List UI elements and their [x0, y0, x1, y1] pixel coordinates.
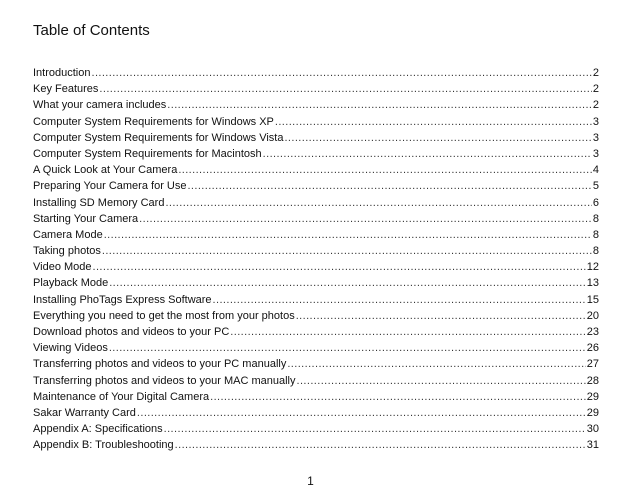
toc-entry-page: 15: [586, 293, 599, 306]
toc-entry-page: 8: [592, 228, 599, 241]
toc-dot-leader: [284, 130, 591, 146]
toc-entry: [33, 227, 599, 243]
toc-entry-label: Appendix B: Troubleshooting: [33, 439, 174, 452]
toc-entry: [33, 340, 599, 356]
toc-entry-label: Computer System Requirements for Windows XP: [33, 115, 274, 128]
toc-entry: [33, 437, 599, 453]
toc-entry: [33, 130, 599, 146]
toc-entry: [33, 162, 599, 178]
toc-entry-label: Installing PhoTags Express Software: [33, 293, 212, 306]
toc-entry-label: Transferring photos and videos to your MAC manually: [33, 374, 296, 387]
toc-entry: [33, 405, 599, 421]
toc-dot-leader: [230, 324, 585, 340]
toc-dot-leader: [213, 292, 586, 308]
toc-entry-page: 5: [592, 180, 599, 193]
toc-dot-leader: [93, 259, 586, 275]
toc-dot-leader: [175, 437, 586, 453]
toc-entry-label: Preparing Your Camera for Use: [33, 180, 187, 193]
page-title: Table of Contents: [33, 22, 150, 39]
toc-entry-label: Maintenance of Your Digital Camera: [33, 390, 210, 403]
toc-entry-label: Transferring photos and videos to your PC manually: [33, 358, 287, 371]
toc-entry-page: 23: [586, 326, 599, 338]
toc-dot-leader: [178, 162, 592, 178]
toc-entry-label: Computer System Requirements for Macintosh: [33, 147, 262, 160]
toc-dot-leader: [102, 243, 592, 259]
toc-entry-page: 8: [592, 212, 599, 225]
toc-entry-label: What your camera includes: [33, 99, 167, 112]
toc-entry-label: Sakar Warranty Card: [33, 406, 136, 419]
toc-entry: [33, 146, 599, 162]
toc-entry-page: 2: [592, 99, 599, 112]
toc-entry-label: Key Features: [33, 83, 99, 96]
toc-entry-label: A Quick Look at Your Camera: [33, 164, 178, 177]
page-number: 1: [307, 474, 314, 488]
toc-dot-leader: [165, 195, 591, 211]
toc-entry-page: 4: [592, 164, 599, 177]
toc-entry-page: 29: [586, 406, 599, 419]
toc-entry-label: Starting Your Camera: [33, 212, 139, 225]
toc-entry-page: 28: [586, 374, 599, 387]
toc-dot-leader: [275, 114, 592, 130]
toc-dot-leader: [137, 405, 586, 421]
toc-entry-label: Introduction: [33, 67, 91, 79]
toc-dot-leader: [109, 275, 586, 291]
toc-entry-label: Playback Mode: [33, 277, 109, 290]
toc-dot-leader: [91, 65, 591, 81]
toc-dot-leader: [104, 227, 592, 243]
toc-dot-leader: [263, 146, 592, 162]
toc-entry-page: 13: [586, 277, 599, 290]
toc-dot-leader: [167, 97, 592, 113]
toc-entry-page: 12: [586, 261, 599, 274]
toc-entry-label: Video Mode: [33, 261, 92, 274]
toc-dot-leader: [187, 178, 591, 194]
toc-entry: [33, 292, 599, 308]
toc-entry: [33, 421, 599, 437]
toc-dot-leader: [139, 211, 592, 227]
toc-dot-leader: [164, 421, 586, 437]
toc-entry-page: 26: [586, 342, 599, 355]
toc-entry-page: 27: [586, 358, 599, 371]
toc-entry-page: 30: [586, 423, 599, 436]
toc-entry-label: Download photos and videos to your PC: [33, 326, 230, 338]
toc-entry-label: Computer System Requirements for Windows Vista: [33, 131, 284, 144]
toc-dot-leader: [109, 340, 586, 356]
toc-entry: [33, 97, 599, 113]
toc-entry-label: Taking photos: [33, 245, 101, 258]
toc-entry-page: 8: [592, 245, 599, 258]
toc-entry: [33, 389, 599, 405]
toc-dot-leader: [287, 356, 585, 372]
toc-dot-leader: [296, 308, 586, 324]
toc-entry: [33, 324, 599, 340]
toc-entry: [33, 178, 599, 194]
toc-entry: [33, 356, 599, 372]
toc-entry: [33, 114, 599, 130]
toc-entry: [33, 308, 599, 324]
toc-entry: [33, 65, 599, 81]
toc-entry-page: 20: [586, 309, 599, 322]
toc-entry-page: 6: [592, 196, 599, 209]
toc-entry: [33, 211, 599, 227]
toc-entry-page: 31: [586, 439, 599, 452]
toc-dot-leader: [210, 389, 586, 405]
toc-entry-label: Viewing Videos: [33, 342, 108, 355]
toc-entry-page: 2: [592, 83, 599, 96]
toc-entry: [33, 275, 599, 291]
toc-entry: [33, 195, 599, 211]
toc-entry-label: Installing SD Memory Card: [33, 196, 165, 209]
table-of-contents: [33, 65, 599, 454]
toc-entry-page: 3: [592, 147, 599, 160]
toc-entry: [33, 373, 599, 389]
toc-entry: [33, 243, 599, 259]
toc-entry-page: 3: [592, 115, 599, 128]
toc-dot-leader: [99, 81, 591, 97]
toc-entry: [33, 81, 599, 97]
toc-entry-page: 3: [592, 131, 599, 144]
toc-entry: [33, 259, 599, 275]
toc-entry-page: 2: [592, 67, 599, 79]
toc-entry-label: Appendix A: Specifications: [33, 423, 163, 436]
toc-entry-page: 29: [586, 390, 599, 403]
toc-entry-label: Everything you need to get the most from your photos: [33, 309, 295, 322]
toc-dot-leader: [297, 373, 586, 389]
toc-entry-label: Camera Mode: [33, 228, 103, 241]
